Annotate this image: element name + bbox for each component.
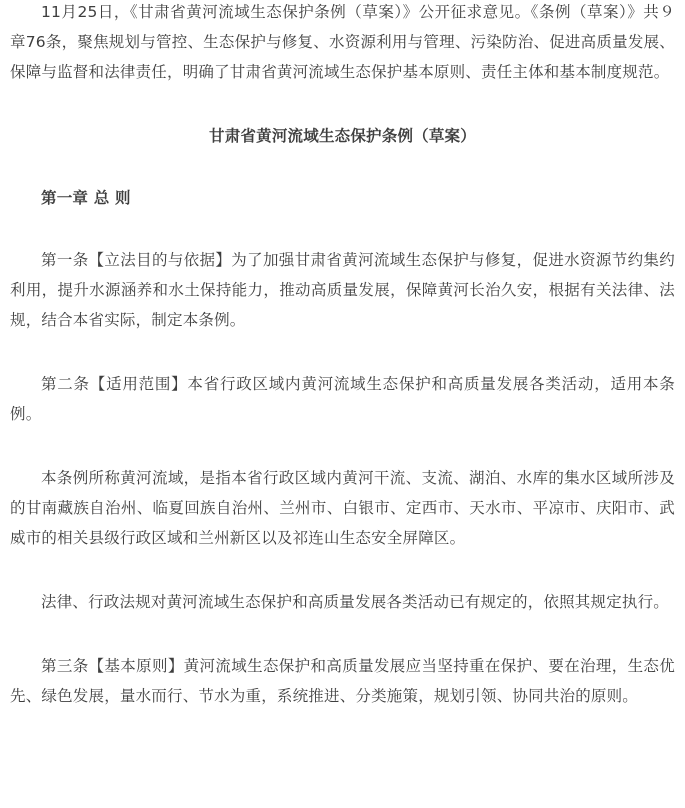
spacer [10,213,675,245]
document-title: 甘肃省黄河流域生态保护条例（草案） [209,127,476,145]
spacer [10,617,675,651]
article-body [10,0,675,711]
article-2-exception-paragraph: 法律、行政法规对黄河流域生态保护和高质量发展各类活动已有规定的，依照其规定执行。 [41,593,670,611]
spacer [10,553,675,587]
spacer [10,87,675,121]
spacer [10,151,675,183]
article-2-paragraph: 第二条【适用范围】本省行政区域内黄河流域生态保护和高质量发展各类活动，适用本条例。 [10,375,675,423]
spacer [10,335,675,369]
article-3-paragraph: 第三条【基本原则】黄河流域生态保护和高质量发展应当坚持重在保护、要在治理，生态优先、绿色发展，量水而行、节水为重，系统推进、分类施策，规划引领、协同共治的原则。 [10,657,675,705]
article-1-paragraph: 第一条【立法目的与依据】为了加强甘肃省黄河流域生态保护与修复，促进水资源节约集约利用，提升水源涵养和水土保持能力，推动高质量发展，保障黄河长治久安，根据有关法律、法规，结合本省实际，制定本条例。 [10,251,675,329]
intro-paragraph: 11月25日，《甘肃省黄河流域生态保护条例（草案）》公开征求意见。《条例（草案）》共９章76条，聚焦规划与管控、生态保护与修复、水资源利用与管理、污染防治、促进高质量发展、保障与监督和法律责任，明确了甘肃省黄河流域生态保护基本原则、责任主体和基本制度规范。 [10,3,675,81]
chapter-heading: 第一章 总 则 [41,189,131,207]
spacer [10,429,675,463]
article-2-definition-paragraph: 本条例所称黄河流域，是指本省行政区域内黄河干流、支流、湖泊、水库的集水区域所涉及的甘南藏族自治州、临夏回族自治州、兰州市、白银市、定西市、天水市、平凉市、庆阳市、武威市的相关县级行政区域和兰州新区以及祁连山生态安全屏障区。 [10,469,675,547]
